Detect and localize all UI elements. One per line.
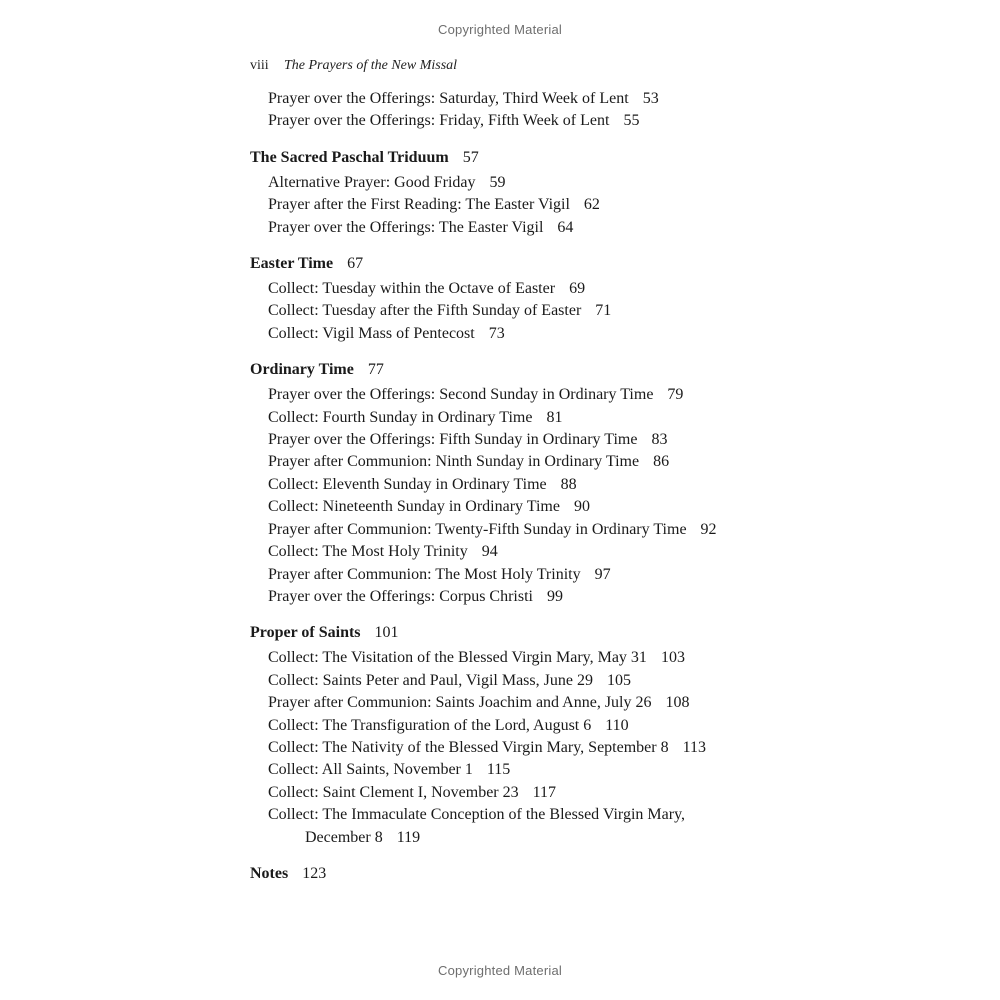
page-number: 67: [347, 255, 364, 273]
toc-entry[interactable]: Prayer after Communion: Ninth Sunday in Ordinary Time 86: [268, 453, 670, 471]
running-head: [250, 58, 457, 74]
toc-section-ordinary-time: [250, 359, 810, 608]
toc-section-easter-time: [250, 253, 810, 345]
toc-section-notes: [250, 863, 810, 885]
toc-entry[interactable]: Alternative Prayer: Good Friday 59: [268, 173, 506, 191]
toc-entry[interactable]: Prayer after Communion: Saints Joachim and Anne, July 26 108: [268, 694, 690, 712]
page-number: 94: [481, 543, 498, 561]
toc-entry[interactable]: Prayer after Communion: Twenty-Fifth Sunday in Ordinary Time 92: [268, 520, 717, 538]
page-number: 110: [605, 716, 629, 734]
toc-entry[interactable]: Collect: Tuesday after the Fifth Sunday of Easter 71: [268, 302, 612, 320]
section-heading[interactable]: Ordinary Time 77: [250, 361, 384, 379]
toc-entry[interactable]: Collect: The Visitation of the Blessed Virgin Mary, May 31 103: [268, 649, 685, 667]
page-number: 99: [547, 587, 563, 605]
page-number: 101: [374, 624, 399, 642]
page-number: 57: [462, 148, 479, 166]
page-number: 64: [557, 218, 574, 236]
section-heading[interactable]: The Sacred Paschal Triduum 57: [250, 148, 479, 166]
page-number: 62: [583, 196, 600, 214]
page-number: 77: [367, 361, 384, 379]
page-number: 73: [488, 324, 505, 342]
page-number: 69: [569, 280, 586, 298]
page-folio: viii: [250, 58, 269, 73]
page-number: 90: [573, 498, 590, 516]
toc-entry[interactable]: Collect: The Nativity of the Blessed Virgin Mary, September 8 113: [268, 738, 707, 756]
toc-entry[interactable]: Prayer over the Offerings: Saturday, Third Week of Lent 53: [268, 90, 659, 107]
toc-entry[interactable]: Collect: Tuesday within the Octave of Easter 69: [268, 280, 586, 298]
toc-entry[interactable]: Prayer after the First Reading: The Easter Vigil 62: [268, 196, 600, 214]
toc-entry[interactable]: Prayer over the Offerings: The Easter Vigil 64: [268, 218, 574, 236]
page-number: 59: [489, 173, 506, 191]
toc-entry[interactable]: Collect: The Transfiguration of the Lord, August 6 110: [268, 716, 629, 734]
toc-entry[interactable]: Collect: Saints Peter and Paul, Vigil Mass, June 29 105: [268, 671, 631, 689]
page-number: 81: [546, 408, 563, 426]
page-number: 105: [606, 671, 631, 689]
book-title: The Prayers of the New Missal: [284, 58, 458, 73]
page-number: 92: [700, 520, 717, 538]
page-number: 83: [651, 431, 668, 449]
page-number: 113: [682, 738, 707, 756]
toc-section-paschal-triduum: [250, 147, 810, 239]
toc-entry[interactable]: Collect: Vigil Mass of Pentecost 73: [268, 324, 505, 342]
page-number: 71: [595, 302, 612, 320]
toc-entry[interactable]: Collect: Fourth Sunday in Ordinary Time 81: [268, 408, 563, 426]
toc-entry[interactable]: Collect: Nineteenth Sunday in Ordinary Time 90: [268, 498, 590, 516]
toc-entry[interactable]: Collect: The Immaculate Conception of the Blessed Virgin Mary, December 8 119: [268, 806, 686, 846]
toc-entry[interactable]: Prayer over the Offerings: Friday, Fifth Week of Lent 55: [268, 112, 640, 130]
page-number: 103: [660, 649, 685, 667]
continued-entries: [250, 88, 810, 133]
section-heading[interactable]: Proper of Saints 101: [250, 624, 399, 642]
page-number: 79: [667, 386, 684, 404]
copyright-watermark-bottom: Copyrighted Material: [438, 963, 562, 978]
toc-entry[interactable]: Collect: Eleventh Sunday in Ordinary Time 88: [268, 475, 577, 493]
section-heading[interactable]: Notes 123: [250, 864, 327, 882]
copyright-watermark-top: Copyrighted Material: [438, 22, 562, 37]
page-number: 115: [486, 761, 511, 779]
toc-entry[interactable]: Collect: All Saints, November 1 115: [268, 761, 511, 779]
page-number: 88: [560, 475, 577, 493]
page-number: 55: [623, 112, 640, 130]
toc-section-proper-of-saints: [250, 622, 810, 849]
page-number: 108: [665, 694, 690, 712]
page-number: 53: [642, 90, 659, 107]
toc-entry[interactable]: Collect: Saint Clement I, November 23 117: [268, 783, 557, 801]
toc-entry[interactable]: Prayer after Communion: The Most Holy Trinity 97: [268, 565, 611, 583]
toc-entry[interactable]: Collect: The Most Holy Trinity 94: [268, 543, 498, 561]
page-number: 123: [302, 864, 327, 882]
section-heading[interactable]: Easter Time 67: [250, 255, 364, 273]
toc-entry[interactable]: Prayer over the Offerings: Second Sunday in Ordinary Time 79: [268, 386, 684, 404]
page-number: 97: [594, 565, 611, 583]
toc-entry[interactable]: Prayer over the Offerings: Fifth Sunday in Ordinary Time 83: [268, 431, 668, 449]
toc-entry[interactable]: Prayer over the Offerings: Corpus Christi 99: [268, 587, 563, 605]
page-number: 117: [532, 783, 557, 801]
page-number: 119: [396, 828, 421, 846]
table-of-contents: [250, 88, 810, 899]
page-number: 86: [653, 453, 670, 471]
